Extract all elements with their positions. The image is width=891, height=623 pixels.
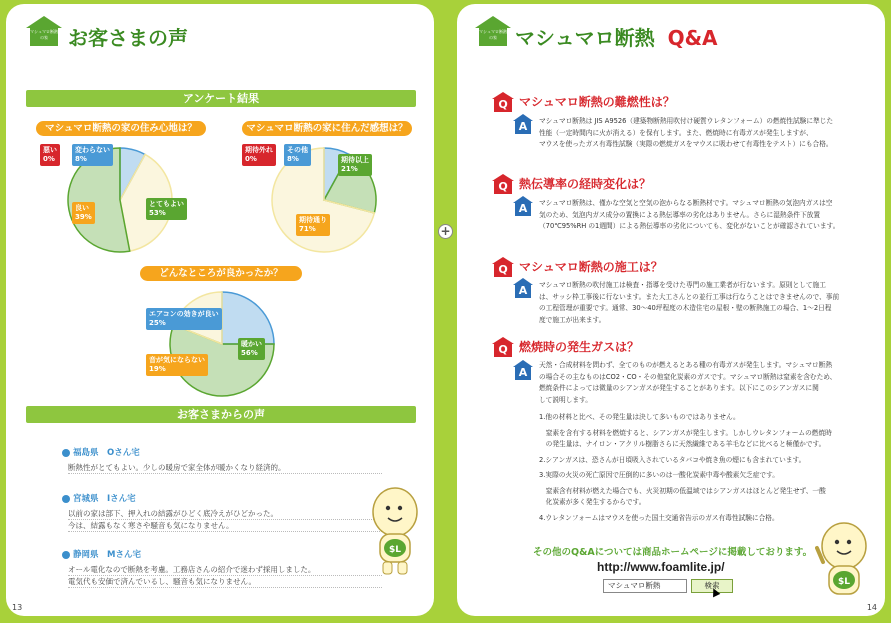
search-input[interactable]: マシュマロ断熱 xyxy=(603,579,687,593)
bullet-icon xyxy=(62,449,70,457)
svg-text:$L: $L xyxy=(838,577,850,587)
voice-item xyxy=(62,492,382,532)
question-text: マシュマロ断熱の難燃性は？ xyxy=(519,95,675,109)
question-text: 熱伝導率の経時変化は？ xyxy=(519,177,652,191)
svg-text:$L: $L xyxy=(389,545,401,555)
answer-text: マシュマロ断熱は、僅かな空気と空気の泡からなる断熱材です。マシュマロ断熱の気泡内ガスは空 気のため、気泡内ガス成分の置換による熱伝導率の劣化はありません。さらに湿熱条件下放置 （70℃95%RH の1週間）による熱伝導率の劣化についても、変化がないことが確認されています。 xyxy=(539,199,840,230)
tag-as-expected: 期待通り 71% xyxy=(296,214,330,236)
voice-head: 静岡県 Mさん宅 xyxy=(73,550,141,560)
plus-icon: + xyxy=(438,224,453,239)
mascot-icon xyxy=(815,518,873,608)
voice-item xyxy=(62,446,382,474)
tag-same: 変わらない 8% xyxy=(72,144,113,166)
right-page xyxy=(457,4,885,616)
voice-head: 福島県 Oさん宅 xyxy=(73,448,140,458)
voices-band: お客さまからの声 xyxy=(26,406,416,423)
logo-house-icon: マシュマロ断熱の家 xyxy=(26,16,62,46)
a-icon: A xyxy=(513,360,533,380)
q-icon: Q xyxy=(492,257,514,277)
promo-text: その他のQ&Aについては商品ホームページに掲載しております。 xyxy=(533,547,813,558)
page-number: 14 xyxy=(866,603,877,612)
bullet-icon xyxy=(62,551,70,559)
question-text: マシュマロ断熱の施工は？ xyxy=(519,260,663,274)
survey-band: アンケート結果 xyxy=(26,90,416,107)
page-number: 13 xyxy=(12,603,23,612)
q-icon: Q xyxy=(492,337,514,357)
tag-disappointed: 期待外れ 0% xyxy=(242,144,276,166)
a-icon: A xyxy=(513,278,533,298)
voice-line: 電気代も安価で済んでいるし、騒音も気になりません。 xyxy=(68,576,382,588)
search-button[interactable]: 検索 xyxy=(691,579,733,593)
tag-aircon: エアコンの効きが良い 25% xyxy=(146,308,222,330)
q1-label: マシュマロ断熱の家の住み心地は？ xyxy=(36,121,206,136)
q3-label: どんなところが良かったか？ xyxy=(140,266,302,281)
q-icon: Q xyxy=(492,92,514,112)
voice-item xyxy=(62,548,382,588)
voice-line: 今は、結露もなく寒さや騒音も気になりません。 xyxy=(68,520,382,532)
voice-head: 宮城県 Iさん宅 xyxy=(73,494,136,504)
logo-house-icon: マシュマロ断熱の家 xyxy=(475,16,511,46)
tag-very-good: とてもよい 53% xyxy=(146,198,187,220)
answer-text: 天然・合成材料を問わず、全てのものが燃えるとある種の有毒ガスが発生します。マシュマロ断熱 の場合その主なものはCO2・CO・その他窒化炭素のガスです。マシュマロ断熱は窒素を含むため、 燃焼条件によっては微量のシアンガスが発生することがあります。以下にこのシアンガスに関 して説明します。 1.他の材料と比べ、その発生量は決して多いものではありません。 窒素を含有する材料を燃焼すると、シアンガスが発生します。しかしウレタンフォームの燃焼時 の発生量は、ナイロン・アクリル樹脂さらに天然繊維である羊毛などに比べると極僅かです。 2.シアンガスは、恐さんが日頃吸入されているタバコや焼き魚の煙にも含まれています。 3.実際の火災の死亡原因で圧倒的に多いのは一酸化炭素中毒や酸素欠乏症です。 窒素含有材料が燃えた場合でも、火災初期の低温域ではシアンガスはほとんど発生せず、一酸 化炭素が多く発生するからです。 4.ウレタンフォームはマウスを使った国土交通省告示のガス有毒性試験に合格。 xyxy=(539,361,837,522)
answer-text: マシュマロ断熱は JIS A9526（建築物断熱用吹付け硬質ウレタンフォーム）の燃焼性試験に準じた 性能（一定時間内に火が消える）を保有します。また、燃焼時に有毒ガスが発生しますが、 マウスを使ったガス有毒性試験（実際の燃焼ガスをマウスに吸わせて有毒性をテスト）にも合格。 xyxy=(539,117,834,148)
a-icon: A xyxy=(513,114,533,134)
voice-line: 以前の家は部下、押入れの結露がひどく底冷えがひどかった。 xyxy=(68,508,382,520)
answer-text: マシュマロ断熱の吹付施工は検査・指導を受けた専門の施工業者が行ないます。原則として施工 は、サッシ枠工事後に行ないます。また大工さんとの並行工事は行なうことはできませんので、事前 の工程管理が重要です。通常、30～40坪程度の木造住宅の屋根・壁の断熱施工の場合、1～2日程 度で施工が出来ます。 xyxy=(539,281,840,324)
q2-label: マシュマロ断熱の家に住んだ感想は？ xyxy=(242,121,412,136)
tag-bad: 悪い 0% xyxy=(40,144,60,166)
tag-better: 期待以上 21% xyxy=(338,154,372,176)
a-icon: A xyxy=(513,196,533,216)
page-title xyxy=(515,22,718,51)
homepage-url[interactable]: http://www.foamlite.jp/ xyxy=(597,560,725,574)
question-text: 燃焼時の発生ガスは？ xyxy=(519,340,640,354)
voice-line: オール電化なので断熱を考慮。工務店さんの紹介で迷わず採用しました。 xyxy=(68,564,382,576)
tag-quiet: 音が気にならない 19% xyxy=(146,354,208,376)
tag-good: 良い 39% xyxy=(72,202,95,224)
mascot-icon xyxy=(366,482,424,578)
voice-line: 断熱性がとてもよい。少しの暖房で家全体が暖かくなり経済的。 xyxy=(68,462,382,474)
q-icon: Q xyxy=(492,174,514,194)
tag-warm: 暖かい 56% xyxy=(238,338,265,360)
pie-slice-エアコンの効きが良い xyxy=(222,292,274,344)
voices-list xyxy=(50,434,394,604)
bullet-icon xyxy=(62,495,70,503)
title-main: マシュマロ断熱 xyxy=(515,26,655,50)
page-title: お客さまの声 xyxy=(68,26,188,50)
left-page xyxy=(6,4,434,616)
title-qa: Q&A xyxy=(667,26,718,50)
tag-other: その他 8% xyxy=(284,144,311,166)
